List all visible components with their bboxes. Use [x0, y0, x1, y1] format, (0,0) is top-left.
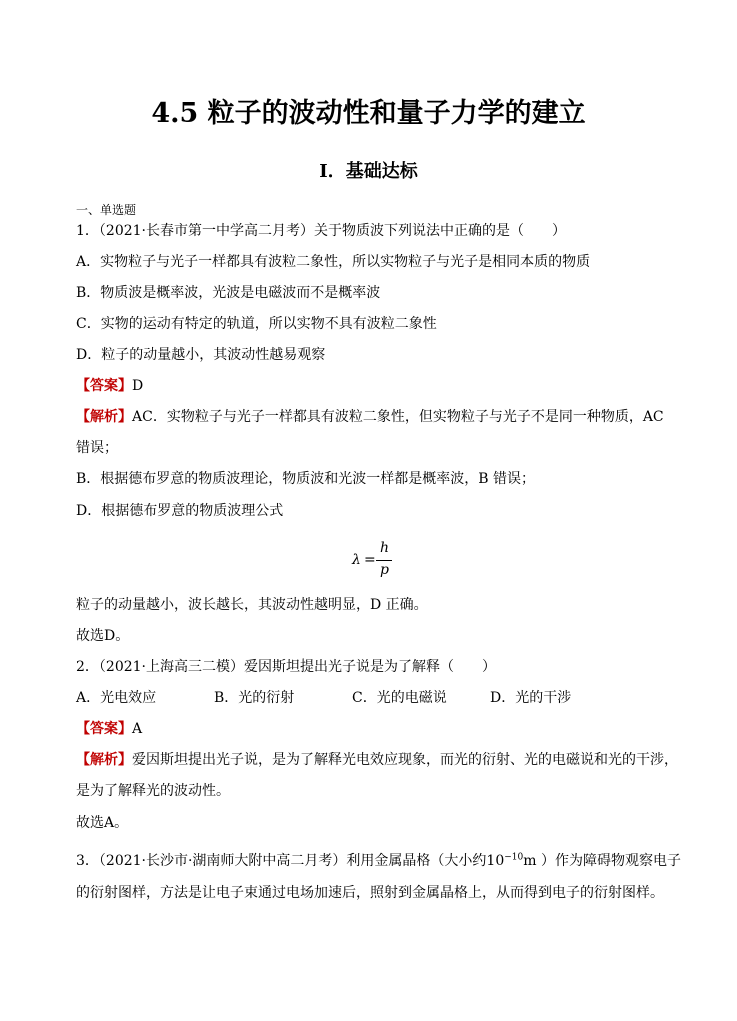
section-heading: Ⅰ．基础达标	[319, 161, 418, 182]
q1-option-d: D．粒子的动量越小，其波动性越易观察	[76, 347, 326, 363]
q2-analysis-line-1	[76, 751, 678, 769]
q1-option-a: A．实物粒子与光子一样都具有波粒二象性，所以实物粒子与光子是相同本质的物质	[76, 254, 591, 270]
q1-stem: 1．（2021·长春市第一中学高二月考）关于物质波下列说法中正确的是（ ）	[76, 223, 566, 239]
q2-answer	[76, 720, 142, 738]
formula-denominator: p	[380, 562, 389, 578]
q2-answer-value: A	[132, 721, 143, 737]
q1-analysis-text-1: AC．实物粒子与光子一样都具有波粒二象性，但实物粒子与光子不是同一种物质，AC	[132, 409, 664, 425]
analysis-tag: 【解析】	[76, 409, 132, 425]
q2-option-d: D．光的干涉	[490, 690, 572, 706]
q2-option-c: C．光的电磁说	[352, 690, 447, 706]
formula-lambda: λ	[352, 552, 361, 568]
q1-option-c: C．实物的运动有特定的轨道，所以实物不具有波粒二象性	[76, 316, 437, 332]
q1-analysis-line-4: 粒子的动量越小，波长越长，其波动性越明显，D 正确。	[76, 597, 428, 613]
q3-stem-line-1	[76, 852, 681, 870]
q1-conclusion: 故选D。	[76, 628, 130, 644]
page-title: 4.5 粒子的波动性和量子力学的建立	[151, 98, 586, 129]
wavelength-formula	[352, 540, 412, 580]
q2-analysis-line-1b: 是为了解释光的波动性。	[76, 783, 230, 799]
q1-analysis-line-2: B．根据德布罗意的物质波理论，物质波和光波一样都是概率波，B 错误；	[76, 471, 536, 487]
q3-stem-text-a: 3．（2021·长沙市·湖南师大附中高二月考）利用金属晶格（大小约10	[76, 853, 505, 869]
q2-analysis-text-1: 爱因斯坦提出光子说，是为了解释光电效应现象，而光的衍射、光的电磁说和光的干涉，	[132, 752, 678, 768]
answer-tag: 【答案】	[76, 721, 132, 737]
q3-stem-line-2: 的衍射图样，方法是让电子束通过电场加速后，照射到金属晶格上，从而得到电子的衍射图样。	[76, 885, 664, 901]
formula-equals: =	[364, 552, 376, 568]
q2-option-a: A．光电效应	[76, 690, 157, 706]
fraction-bar	[376, 560, 392, 561]
q1-analysis-line-1	[76, 408, 664, 426]
answer-tag: 【答案】	[76, 378, 132, 394]
q1-answer-value: D	[132, 378, 144, 394]
q1-analysis-line-1b: 错误；	[76, 440, 118, 456]
q1-option-b: B．物质波是概率波，光波是电磁波而不是概率波	[76, 285, 381, 301]
q2-conclusion: 故选A。	[76, 815, 129, 831]
q1-answer	[76, 377, 143, 395]
analysis-tag: 【解析】	[76, 752, 132, 768]
q3-stem-unit: m ）作为障碍物观察电子	[523, 853, 681, 869]
q1-analysis-line-3: D．根据德布罗意的物质波理公式	[76, 503, 284, 519]
formula-numerator: h	[380, 540, 390, 556]
question-category: 一、单选题	[76, 203, 137, 217]
q3-exponent: −10	[504, 852, 524, 863]
q2-option-b: B．光的衍射	[214, 690, 295, 706]
q2-stem: 2．（2021·上海高三二模）爱因斯坦提出光子说是为了解释（ ）	[76, 659, 496, 675]
